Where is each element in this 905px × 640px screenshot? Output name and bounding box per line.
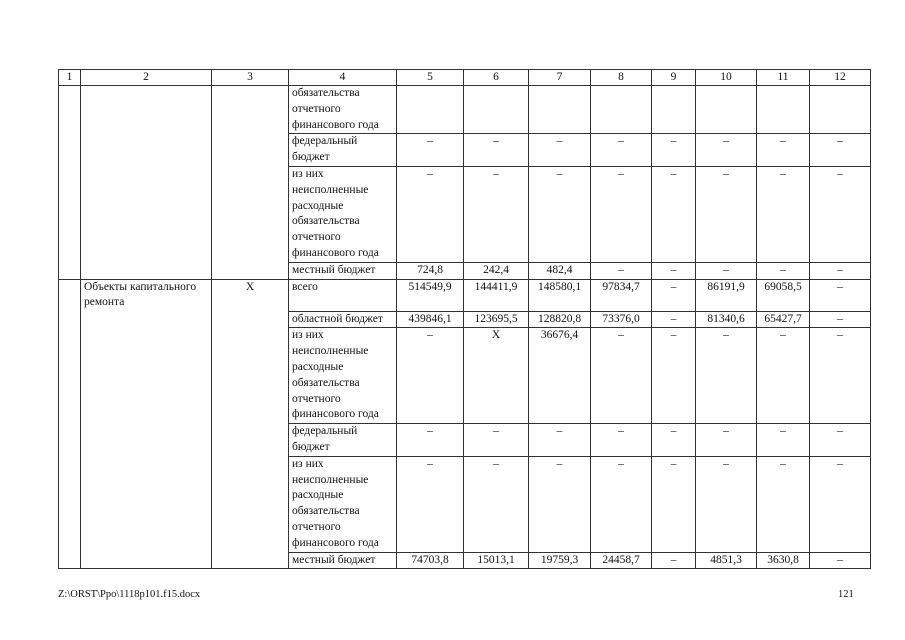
row-number-cell <box>59 424 81 457</box>
mark-cell <box>212 328 289 424</box>
value-cell: – <box>757 424 810 457</box>
value-cell: – <box>397 166 464 262</box>
value-cell <box>652 86 696 134</box>
header-cell: 10 <box>696 70 757 86</box>
object-name-cell <box>81 456 212 552</box>
value-cell: 724,8 <box>397 262 464 279</box>
value-cell: – <box>464 424 529 457</box>
value-cell: – <box>757 166 810 262</box>
object-name-cell: Объекты капитального ремонта <box>81 279 212 311</box>
value-cell: – <box>696 328 757 424</box>
value-cell <box>696 86 757 134</box>
value-cell: 15013,1 <box>464 552 529 569</box>
section-capital-repair <box>59 279 871 569</box>
table-row <box>59 86 871 134</box>
value-cell: – <box>529 134 591 167</box>
value-cell: – <box>397 328 464 424</box>
value-cell: – <box>397 456 464 552</box>
value-cell: – <box>464 456 529 552</box>
value-cell: – <box>529 424 591 457</box>
value-cell: – <box>810 311 871 328</box>
mark-cell <box>212 424 289 457</box>
value-cell: 24458,7 <box>591 552 652 569</box>
value-cell: – <box>652 311 696 328</box>
funding-source-cell: обязательства отчетного финансового года <box>289 86 397 134</box>
value-cell: 439846,1 <box>397 311 464 328</box>
funding-source-cell: из них неисполненные расходные обязательства отчетного финансового года <box>289 456 397 552</box>
row-number-cell <box>59 86 81 134</box>
header-cell: 2 <box>81 70 212 86</box>
table-row <box>59 424 871 457</box>
value-cell: – <box>591 424 652 457</box>
value-cell <box>757 86 810 134</box>
value-cell: – <box>591 262 652 279</box>
value-cell: – <box>464 134 529 167</box>
row-number-cell <box>59 279 81 311</box>
mark-cell <box>212 262 289 279</box>
value-cell: – <box>757 456 810 552</box>
mark-cell <box>212 134 289 167</box>
value-cell: 86191,9 <box>696 279 757 311</box>
value-cell: – <box>696 456 757 552</box>
value-cell: – <box>529 166 591 262</box>
header-cell: 3 <box>212 70 289 86</box>
value-cell: – <box>652 552 696 569</box>
object-name-cell <box>81 328 212 424</box>
funding-source-cell: федеральный бюджет <box>289 424 397 457</box>
value-cell: 74703,8 <box>397 552 464 569</box>
value-cell: 97834,7 <box>591 279 652 311</box>
value-cell: – <box>696 424 757 457</box>
header-cell: 12 <box>810 70 871 86</box>
header-row <box>59 70 871 86</box>
object-name-cell <box>81 311 212 328</box>
mark-cell: Х <box>212 279 289 311</box>
value-cell: – <box>652 279 696 311</box>
table-row <box>59 166 871 262</box>
mark-cell <box>212 552 289 569</box>
header-cell: 5 <box>397 70 464 86</box>
row-number-cell <box>59 456 81 552</box>
value-cell: 148580,1 <box>529 279 591 311</box>
header-cell: 9 <box>652 70 696 86</box>
value-cell: 242,4 <box>464 262 529 279</box>
object-name-cell <box>81 262 212 279</box>
value-cell: – <box>810 134 871 167</box>
funding-source-cell: местный бюджет <box>289 552 397 569</box>
value-cell: – <box>810 424 871 457</box>
value-cell: 144411,9 <box>464 279 529 311</box>
value-cell: – <box>652 134 696 167</box>
value-cell: – <box>696 134 757 167</box>
object-name-cell <box>81 86 212 134</box>
funding-source-cell: областной бюджет <box>289 311 397 328</box>
funding-source-cell: местный бюджет <box>289 262 397 279</box>
value-cell: 81340,6 <box>696 311 757 328</box>
value-cell: 128820,8 <box>529 311 591 328</box>
row-number-cell <box>59 311 81 328</box>
header-cell: 8 <box>591 70 652 86</box>
file-path: Z:\ORST\Ppo\1118p101.f15.docx <box>58 589 201 600</box>
object-name-cell <box>81 166 212 262</box>
value-cell: – <box>652 424 696 457</box>
value-cell <box>397 86 464 134</box>
value-cell: – <box>591 166 652 262</box>
value-cell: 3630,8 <box>757 552 810 569</box>
value-cell: – <box>652 262 696 279</box>
value-cell: – <box>757 328 810 424</box>
header-cell: 6 <box>464 70 529 86</box>
value-cell: 69058,5 <box>757 279 810 311</box>
value-cell: Х <box>464 328 529 424</box>
mark-cell <box>212 311 289 328</box>
section-continued <box>59 86 871 280</box>
funding-source-cell: всего <box>289 279 397 311</box>
mark-cell <box>212 166 289 262</box>
value-cell: 514549,9 <box>397 279 464 311</box>
row-number-cell <box>59 134 81 167</box>
header-cell: 7 <box>529 70 591 86</box>
value-cell: 123695,5 <box>464 311 529 328</box>
value-cell: – <box>757 134 810 167</box>
value-cell <box>529 86 591 134</box>
header-cell: 11 <box>757 70 810 86</box>
value-cell: – <box>591 456 652 552</box>
object-name-cell <box>81 552 212 569</box>
table-row <box>59 456 871 552</box>
value-cell: – <box>397 134 464 167</box>
value-cell: – <box>591 134 652 167</box>
mark-cell <box>212 86 289 134</box>
header-cell: 4 <box>289 70 397 86</box>
value-cell: 4851,3 <box>696 552 757 569</box>
value-cell: – <box>652 328 696 424</box>
value-cell: – <box>529 456 591 552</box>
value-cell: – <box>464 166 529 262</box>
value-cell <box>464 86 529 134</box>
table-row <box>59 552 871 569</box>
value-cell: 36676,4 <box>529 328 591 424</box>
value-cell: – <box>397 424 464 457</box>
table-row <box>59 134 871 167</box>
budget-table <box>58 69 871 569</box>
table-row <box>59 262 871 279</box>
value-cell <box>591 86 652 134</box>
value-cell: – <box>810 166 871 262</box>
row-number-cell <box>59 328 81 424</box>
row-number-cell <box>59 262 81 279</box>
value-cell <box>810 86 871 134</box>
value-cell: 19759,3 <box>529 552 591 569</box>
funding-source-cell: из них неисполненные расходные обязательства отчетного финансового года <box>289 166 397 262</box>
row-number-cell <box>59 552 81 569</box>
table-row <box>59 328 871 424</box>
value-cell: – <box>810 262 871 279</box>
value-cell: – <box>652 456 696 552</box>
value-cell: – <box>591 328 652 424</box>
value-cell: – <box>757 262 810 279</box>
funding-source-cell: федеральный бюджет <box>289 134 397 167</box>
value-cell: – <box>810 328 871 424</box>
value-cell: – <box>652 166 696 262</box>
value-cell: – <box>696 262 757 279</box>
funding-source-cell: из них неисполненные расходные обязательства отчетного финансового года <box>289 328 397 424</box>
row-number-cell <box>59 166 81 262</box>
value-cell: 482,4 <box>529 262 591 279</box>
table-row <box>59 279 871 311</box>
table-row <box>59 311 871 328</box>
value-cell: – <box>810 456 871 552</box>
object-name-cell <box>81 134 212 167</box>
mark-cell <box>212 456 289 552</box>
value-cell: – <box>810 552 871 569</box>
object-name-cell <box>81 424 212 457</box>
value-cell: 65427,7 <box>757 311 810 328</box>
header-cell: 1 <box>59 70 81 86</box>
value-cell: – <box>696 166 757 262</box>
value-cell: – <box>810 279 871 311</box>
page-number: 121 <box>838 589 854 600</box>
value-cell: 73376,0 <box>591 311 652 328</box>
